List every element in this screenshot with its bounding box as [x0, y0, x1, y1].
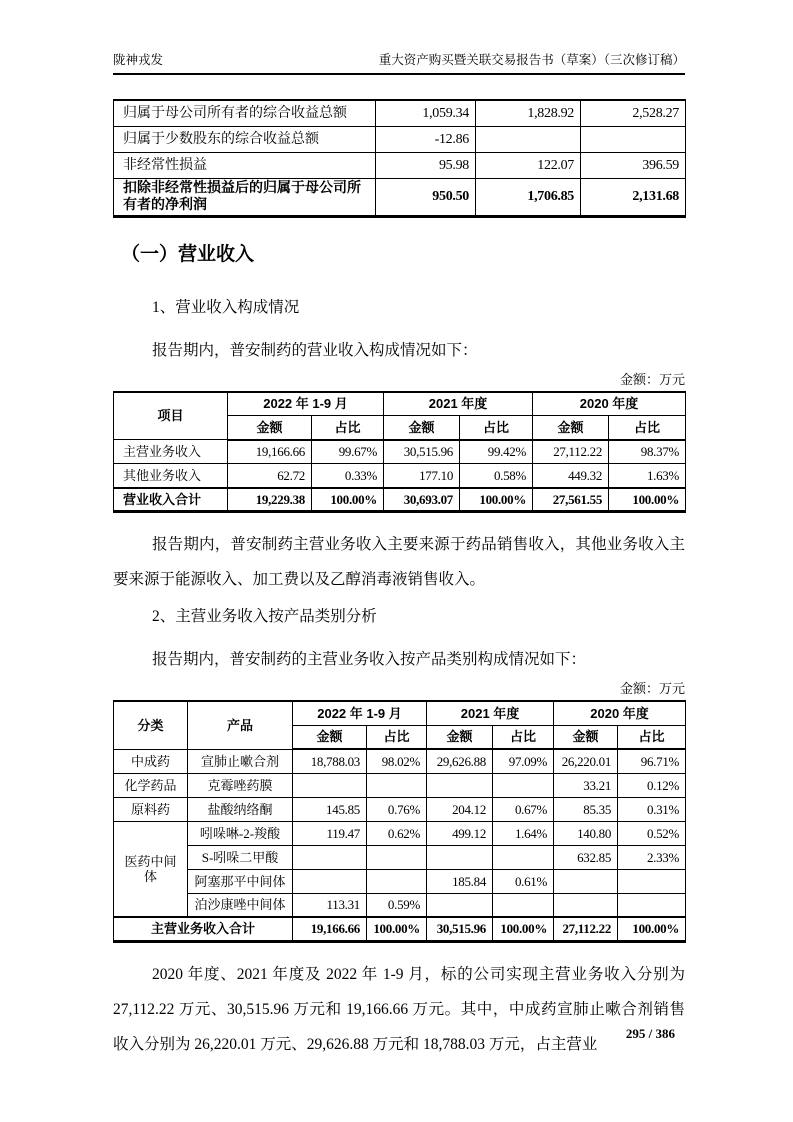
value-cell: 0.58% — [460, 464, 533, 488]
value-cell — [367, 845, 427, 869]
value-cell: 0.52% — [618, 821, 686, 845]
value-cell — [493, 893, 554, 917]
value-cell: 0.62% — [367, 821, 427, 845]
product-cell: 宣肺止嗽合剂 — [188, 749, 293, 773]
value-cell: 204.12 — [427, 797, 493, 821]
value-cell: 1.63% — [609, 464, 686, 488]
col-header-ratio: 占比 — [312, 416, 384, 440]
value-cell: 33.21 — [554, 773, 618, 797]
value-cell: 97.09% — [493, 749, 554, 773]
table-row — [114, 821, 686, 845]
col-header-ratio: 占比 — [493, 725, 554, 749]
row-label: 主营业务收入 — [114, 440, 228, 464]
total-label: 主营业务收入合计 — [114, 917, 293, 941]
value-cell: 62.72 — [228, 464, 312, 488]
col-header-period-2022: 2022 年 1-9 月 — [228, 392, 384, 416]
value-cell: 0.59% — [367, 893, 427, 917]
value-cell: 0.76% — [367, 797, 427, 821]
table-row — [114, 893, 686, 917]
table-row — [114, 100, 686, 126]
product-cell: 吲哚啉-2-羧酸 — [188, 821, 293, 845]
value-cell: 2.33% — [618, 845, 686, 869]
table-row — [114, 178, 686, 216]
value-cell: 19,166.66 — [293, 917, 367, 941]
product-cell: 盐酸纳络酮 — [188, 797, 293, 821]
value-cell: 1.64% — [493, 821, 554, 845]
value-cell: 2,131.68 — [581, 178, 686, 216]
value-cell: 1,706.85 — [476, 178, 581, 216]
value-cell: 30,515.96 — [384, 440, 460, 464]
header-report-title: 重大资产购买暨关联交易报告书（草案）（三次修订稿） — [378, 53, 685, 67]
value-cell: 0.61% — [493, 869, 554, 893]
col-header-period-2020: 2020 年度 — [554, 701, 686, 725]
value-cell: 140.80 — [554, 821, 618, 845]
value-cell: 632.85 — [554, 845, 618, 869]
col-header-period-2021: 2021 年度 — [384, 392, 533, 416]
value-cell: 18,788.03 — [293, 749, 367, 773]
product-revenue-table — [113, 700, 686, 943]
value-cell: 98.37% — [609, 440, 686, 464]
section-heading: （一）营业收入 — [121, 243, 255, 265]
value-cell: 0.12% — [618, 773, 686, 797]
product-cell: 泊沙康唑中间体 — [188, 893, 293, 917]
value-cell: 27,112.22 — [533, 440, 609, 464]
value-cell: 145.85 — [293, 797, 367, 821]
table-row — [114, 126, 686, 152]
col-header-ratio: 占比 — [618, 725, 686, 749]
value-cell: 95.98 — [376, 152, 476, 178]
value-cell: 950.50 — [376, 178, 476, 216]
row-label: 归属于母公司所有者的综合收益总额 — [114, 100, 376, 126]
value-cell: 499.12 — [427, 821, 493, 845]
value-cell — [493, 845, 554, 869]
col-header-amount: 金额 — [293, 725, 367, 749]
value-cell: 100.00% — [609, 488, 686, 512]
value-cell: 185.84 — [427, 869, 493, 893]
value-cell — [493, 773, 554, 797]
table-row — [114, 488, 686, 512]
col-header-category: 分类 — [114, 701, 188, 749]
table-row — [114, 773, 686, 797]
page-number: 295 / 386 — [625, 1026, 675, 1041]
subsection-2-analysis: 2020 年度、2021 年度及 2022 年 1-9 月，标的公司实现主营业务收入分别为 27,112.22 万元、30,515.96 万元和 19,166.66 万元。其中，中成药宣肺止嗽合剂销售收入分别为 26,220.01 万元、29,626.88 万元和 18,788.03 万元，占主营业 — [113, 965, 685, 1053]
product-cell: S-吲哚二甲酸 — [188, 845, 293, 869]
value-cell — [367, 869, 427, 893]
col-header-item: 项目 — [114, 392, 228, 440]
carryover-table-wrap — [113, 99, 685, 218]
value-cell — [618, 893, 686, 917]
value-cell — [427, 845, 493, 869]
value-cell — [293, 869, 367, 893]
value-cell — [476, 126, 581, 152]
value-cell: 2,528.27 — [581, 100, 686, 126]
value-cell: 122.07 — [476, 152, 581, 178]
value-cell: 96.71% — [618, 749, 686, 773]
value-cell: 27,112.22 — [554, 917, 618, 941]
value-cell: 19,166.66 — [228, 440, 312, 464]
revenue-table-header — [114, 392, 686, 440]
value-cell: 99.67% — [312, 440, 384, 464]
value-cell: 30,515.96 — [427, 917, 493, 941]
table-row — [114, 749, 686, 773]
col-header-ratio: 占比 — [609, 416, 686, 440]
table-row — [114, 797, 686, 821]
value-cell: 100.00% — [367, 917, 427, 941]
value-cell: 449.32 — [533, 464, 609, 488]
page-content — [113, 50, 685, 1062]
total-label: 营业收入合计 — [114, 488, 228, 512]
category-cell: 原料药 — [114, 797, 188, 821]
unit-label-2: 金额：万元 — [619, 681, 685, 696]
value-cell — [618, 869, 686, 893]
value-cell — [581, 126, 686, 152]
category-cell: 化学药品 — [114, 773, 188, 797]
value-cell: 98.02% — [367, 749, 427, 773]
row-label: 非经常性损益 — [114, 152, 376, 178]
value-cell: 30,693.07 — [384, 488, 460, 512]
category-cell: 医药中间体 — [114, 821, 188, 917]
category-cell: 中成药 — [114, 749, 188, 773]
net-profit-carryover-table — [113, 99, 686, 218]
value-cell: 27,561.55 — [533, 488, 609, 512]
value-cell: 1,828.92 — [476, 100, 581, 126]
value-cell: 99.42% — [460, 440, 533, 464]
unit-label-1: 金额：万元 — [619, 371, 685, 387]
product-cell: 阿塞那平中间体 — [188, 869, 293, 893]
table-row — [114, 845, 686, 869]
table-row — [114, 869, 686, 893]
table-row — [114, 440, 686, 464]
value-cell: 396.59 — [581, 152, 686, 178]
revenue-composition-table — [113, 391, 686, 514]
value-cell: -12.86 — [376, 126, 476, 152]
col-header-amount: 金额 — [533, 416, 609, 440]
row-label: 扣除非经常性损益后的归属于母公司所有者的净利润 — [114, 178, 376, 216]
col-header-amount: 金额 — [554, 725, 618, 749]
value-cell: 100.00% — [493, 917, 554, 941]
value-cell — [293, 773, 367, 797]
value-cell: 113.31 — [293, 893, 367, 917]
col-header-period-2021: 2021 年度 — [427, 701, 554, 725]
value-cell: 19,229.38 — [228, 488, 312, 512]
value-cell — [427, 773, 493, 797]
value-cell — [554, 869, 618, 893]
product-table-header — [114, 701, 686, 749]
col-header-period-2022: 2022 年 1-9 月 — [293, 701, 427, 725]
value-cell — [427, 893, 493, 917]
product-cell: 克霉唑药膜 — [188, 773, 293, 797]
value-cell: 85.35 — [554, 797, 618, 821]
value-cell — [367, 773, 427, 797]
row-label: 归属于少数股东的综合收益总额 — [114, 126, 376, 152]
value-cell: 100.00% — [460, 488, 533, 512]
subsection-1-intro: 报告期内，普安制药的营业收入构成情况如下： — [152, 341, 478, 359]
col-header-amount: 金额 — [427, 725, 493, 749]
value-cell: 0.67% — [493, 797, 554, 821]
table-row — [114, 152, 686, 178]
col-header-ratio: 占比 — [367, 725, 427, 749]
col-header-ratio: 占比 — [460, 416, 533, 440]
value-cell: 100.00% — [312, 488, 384, 512]
value-cell — [554, 893, 618, 917]
subsection-2-intro: 报告期内，普安制药的主营业务收入按产品类别构成情况如下： — [152, 651, 587, 668]
value-cell — [293, 845, 367, 869]
value-cell: 26,220.01 — [554, 749, 618, 773]
row-label: 其他业务收入 — [114, 464, 228, 488]
col-header-amount: 金额 — [384, 416, 460, 440]
value-cell: 100.00% — [618, 917, 686, 941]
value-cell: 1,059.34 — [376, 100, 476, 126]
value-cell: 119.47 — [293, 821, 367, 845]
col-header-period-2020: 2020 年度 — [533, 392, 686, 416]
header-company-name: 陇神戎发 — [113, 53, 164, 67]
subsection-1-note: 报告期内，普安制药主营业务收入主要来源于药品销售收入，其他业务收入主要来源于能源收入、加工费以及乙醇消毒液销售收入。 — [113, 536, 685, 588]
value-cell: 0.33% — [312, 464, 384, 488]
running-header — [113, 50, 685, 75]
table-row — [114, 464, 686, 488]
value-cell: 0.31% — [618, 797, 686, 821]
col-header-product: 产品 — [188, 701, 293, 749]
value-cell: 29,626.88 — [427, 749, 493, 773]
value-cell: 177.10 — [384, 464, 460, 488]
subsection-2-heading: 2、主营业务收入按产品类别分析 — [152, 608, 377, 625]
col-header-amount: 金额 — [228, 416, 312, 440]
subsection-1-heading: 1、营业收入构成情况 — [152, 298, 300, 316]
table-row — [114, 917, 686, 941]
